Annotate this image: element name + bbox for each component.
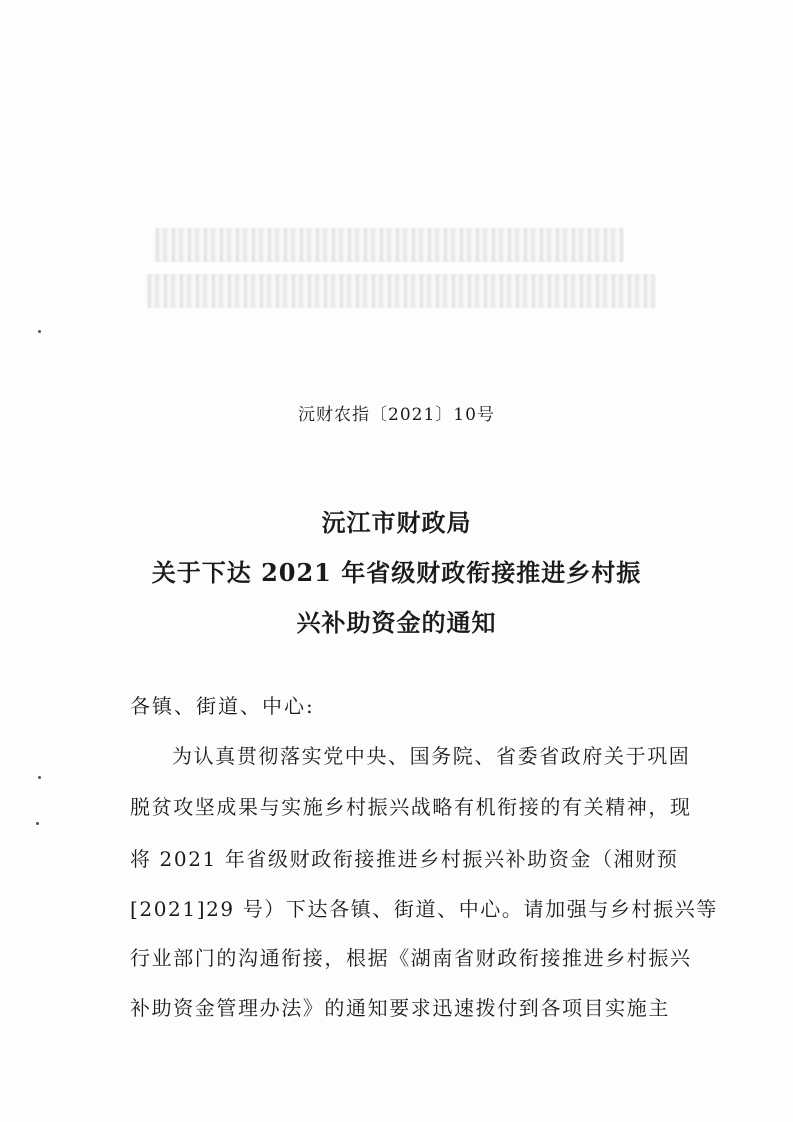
document-number: 沅财农指〔2021〕10号 xyxy=(298,405,495,425)
body-line: 行业部门的沟通衔接，根据《湖南省财政衔接推进乡村振兴 xyxy=(130,946,692,970)
body-line: 脱贫攻坚成果与实施乡村振兴战略有机衔接的有关精神，现 xyxy=(130,795,692,819)
body-line: 补助资金管理办法》的通知要求迅速拨付到各项目实施主 xyxy=(130,996,670,1020)
body-line: 将 2021 年省级财政衔接推进乡村振兴补助资金（湘财预 xyxy=(130,847,679,871)
faded-letterhead-line xyxy=(154,228,624,262)
scan-speck xyxy=(38,330,41,333)
title-line-2: 关于下达 2021 年省级财政衔接推进乡村振 xyxy=(151,558,642,587)
scan-speck xyxy=(38,776,41,779)
faded-letterhead-line xyxy=(146,274,656,308)
title-line-1: 沅江市财政局 xyxy=(321,508,472,537)
faded-letterhead xyxy=(140,222,660,314)
body-line: 为认真贯彻落实党中央、国务院、省委省政府关于巩固 xyxy=(172,744,691,768)
title-line-3: 兴补助资金的通知 xyxy=(296,608,497,637)
salutation: 各镇、街道、中心: xyxy=(130,694,315,718)
scan-speck xyxy=(36,822,39,825)
body-line: [2021]29 号）下达各镇、街道、中心。请加强与乡村振兴等 xyxy=(130,897,718,921)
